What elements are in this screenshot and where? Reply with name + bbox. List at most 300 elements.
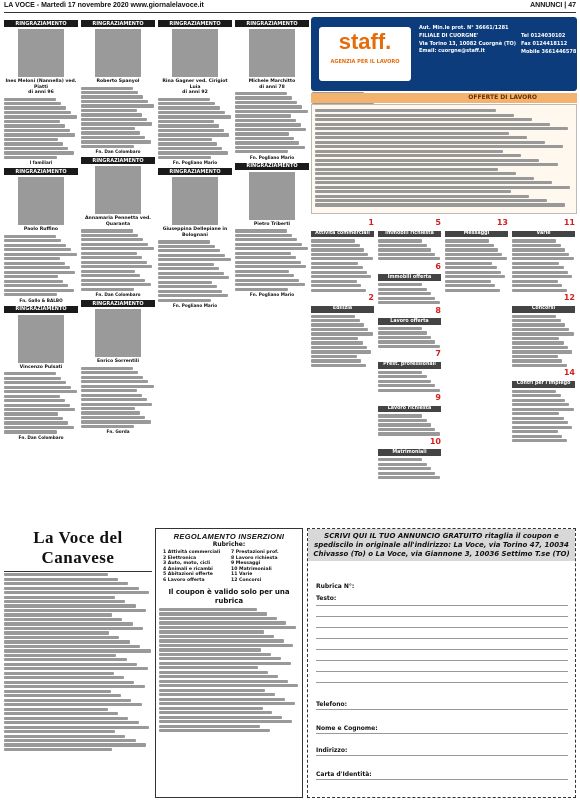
category-text: [445, 239, 508, 292]
rubrica-item: 2 Elettronica: [163, 555, 197, 561]
text-line: [4, 726, 149, 729]
ringraziamento-label: RINGRAZIAMENTO: [4, 306, 78, 313]
text-line: [378, 340, 435, 343]
text-line: [4, 730, 115, 733]
text-line: [158, 245, 215, 248]
offerte-text: [311, 104, 577, 214]
text-line: [512, 364, 567, 367]
text-line: [311, 364, 366, 367]
text-line: [512, 262, 559, 265]
text-line: [81, 243, 148, 246]
text-line: [81, 425, 134, 428]
text-line: [4, 156, 57, 159]
text-line: [235, 265, 306, 268]
text-line: [315, 199, 547, 202]
text-line: [378, 467, 431, 470]
category-number: 5: [435, 218, 441, 227]
category-text: [512, 315, 575, 368]
text-line: [311, 328, 368, 331]
category-label: Matrimoniali: [378, 449, 441, 456]
text-line: [235, 119, 296, 122]
category-label: Prest. professionali: [378, 362, 441, 369]
category-number: 13: [496, 218, 508, 227]
text-line: [378, 432, 440, 435]
text-line: [159, 608, 257, 611]
testo-label: Testo:: [316, 595, 337, 602]
text-line: [158, 111, 225, 114]
notice-body: [81, 87, 155, 148]
rubrica-item: 8 Lavoro richiesta: [231, 555, 278, 561]
text-line: [4, 399, 65, 402]
text-line: [159, 648, 261, 651]
text-line: [81, 416, 145, 419]
ringraziamento-label: RINGRAZIAMENTO: [81, 300, 155, 307]
notice-body: [4, 235, 78, 296]
text-line: [512, 266, 564, 269]
text-line: [512, 275, 572, 278]
portrait-photo: [95, 166, 141, 214]
category-number: 7: [435, 349, 441, 359]
portrait-photo: [18, 315, 64, 363]
text-line: [4, 708, 108, 711]
text-line: [4, 640, 130, 643]
text-line: [512, 355, 558, 358]
text-line: [159, 725, 260, 728]
text-line: [315, 141, 545, 144]
text-line: [378, 414, 422, 417]
text-line: [512, 289, 567, 292]
text-line: [311, 346, 367, 349]
text-line: [378, 428, 435, 431]
text-line: [311, 319, 360, 322]
category-text: [378, 458, 441, 479]
text-line: [445, 248, 498, 251]
ringraziamento-label: RINGRAZIAMENTO: [4, 20, 78, 27]
funeral-home: Fn. Dan Colombaro: [18, 434, 64, 440]
text-line: [445, 239, 489, 242]
text-line: [378, 331, 427, 334]
portrait-photo: [95, 309, 141, 357]
form-line: [316, 649, 568, 650]
text-line: [4, 412, 58, 415]
text-line: [158, 299, 211, 302]
category-label: Edilizia: [311, 306, 374, 313]
classified-column: [512, 218, 575, 520]
category-number: 9: [435, 393, 441, 403]
ringraziamento-label: RINGRAZIAMENTO: [81, 157, 155, 164]
text-line: [512, 253, 569, 256]
page-header: [4, 2, 576, 13]
portrait-photo: [95, 29, 141, 77]
text-line: [158, 115, 231, 118]
indirizzo-label: Indirizzo:: [316, 747, 348, 754]
text-line: [159, 653, 271, 656]
text-line: [81, 122, 152, 125]
text-line: [4, 712, 118, 715]
text-line: [4, 573, 108, 576]
text-line: [4, 248, 71, 251]
text-line: [311, 337, 358, 340]
text-line: [315, 136, 527, 139]
text-line: [159, 684, 298, 687]
text-line: [445, 280, 491, 283]
form-line: [316, 709, 568, 710]
text-line: [81, 376, 143, 379]
form-line: [316, 733, 568, 734]
text-line: [81, 95, 143, 98]
text-line: [4, 271, 75, 274]
deceased-name: Enrico Sorrentili: [96, 359, 140, 365]
text-line: [378, 423, 431, 426]
text-line: [378, 301, 440, 304]
text-line: [158, 124, 219, 127]
text-line: [378, 476, 440, 479]
text-line: [4, 98, 56, 101]
text-line: [311, 315, 355, 318]
text-line: [159, 698, 285, 701]
text-line: [311, 359, 361, 362]
text-line: [4, 377, 61, 380]
coupon-note: Il coupon è valido solo per una rubrica: [168, 588, 290, 605]
text-line: [158, 290, 222, 293]
rubrica-item: 3 Auto, moto, cicli: [163, 561, 211, 567]
text-line: [378, 345, 440, 348]
text-line: [81, 288, 134, 291]
text-line: [512, 323, 565, 326]
text-line: [311, 262, 358, 265]
text-line: [235, 279, 299, 282]
category-label: Immobili offerta: [378, 274, 441, 281]
text-line: [378, 288, 427, 291]
text-line: [4, 430, 57, 433]
regolamento-subtitle: Rubriche:: [212, 541, 246, 548]
category-number: 1: [368, 218, 374, 227]
text-line: [512, 390, 556, 393]
text-line: [4, 618, 122, 621]
text-line: [81, 131, 140, 134]
text-line: [311, 266, 363, 269]
text-line: [235, 270, 289, 273]
deceased-age: di anni 96: [28, 90, 54, 95]
text-line: [4, 386, 71, 389]
text-line: [315, 181, 552, 184]
notice-body: [158, 240, 232, 301]
text-line: [4, 102, 61, 105]
staff-tel: Tel 0124030102: [521, 33, 566, 39]
text-line: [81, 265, 152, 268]
text-line: [235, 128, 306, 131]
form-line: [316, 616, 568, 617]
text-line: [4, 266, 70, 269]
text-line: [81, 229, 133, 232]
text-line: [159, 657, 281, 660]
text-line: [81, 234, 138, 237]
text-line: [4, 262, 65, 265]
notice-body: [4, 372, 78, 433]
text-line: [4, 381, 66, 384]
category-label: Attività commerciali: [311, 231, 374, 238]
text-line: [378, 244, 427, 247]
portrait-photo: [249, 29, 295, 77]
text-line: [378, 380, 431, 383]
text-line: [4, 627, 143, 630]
form-line: [316, 638, 568, 639]
text-line: [311, 280, 357, 283]
notice-body: [81, 367, 155, 428]
text-line: [158, 147, 222, 150]
deceased-age: di anni 78: [259, 84, 285, 90]
form-line: [316, 779, 568, 780]
portrait-photo: [18, 29, 64, 77]
masthead-box: [4, 528, 152, 798]
text-line: [4, 578, 118, 581]
regolamento-box: [155, 528, 303, 798]
category-text: [512, 239, 575, 292]
text-line: [81, 238, 143, 241]
text-line: [315, 177, 534, 180]
text-line: [158, 106, 220, 109]
text-line: [159, 693, 275, 696]
text-line: [158, 133, 229, 136]
category-text: [378, 283, 441, 304]
ringraziamento-label: RINGRAZIAMENTO: [158, 168, 232, 175]
form-line: [316, 671, 568, 672]
text-line: [512, 337, 559, 340]
portrait-photo: [172, 177, 218, 225]
text-line: [4, 649, 151, 652]
text-line: [235, 132, 289, 135]
text-line: [311, 248, 364, 251]
text-line: [315, 203, 565, 206]
text-line: [378, 292, 431, 295]
text-line: [81, 100, 148, 103]
rubrica-item: 12 Concorsi: [231, 577, 262, 583]
category-label: Immobili richiesta: [378, 231, 441, 238]
text-line: [445, 257, 507, 260]
text-line: [159, 635, 274, 638]
text-line: [315, 118, 532, 121]
text-line: [159, 639, 284, 642]
text-line: [315, 132, 509, 135]
text-line: [311, 253, 368, 256]
text-line: [4, 289, 74, 292]
text-line: [512, 435, 562, 438]
text-line: [512, 426, 572, 429]
text-line: [4, 257, 60, 260]
text-line: [159, 630, 264, 633]
text-line: [315, 109, 496, 112]
telefono-label: Telefono:: [316, 701, 348, 708]
form-line: [316, 627, 568, 628]
text-line: [315, 159, 539, 162]
text-line: [4, 622, 133, 625]
text-line: [235, 238, 297, 241]
text-line: [315, 163, 558, 166]
text-line: [4, 244, 66, 247]
deceased-name: Rina Gagner ved. Cirigiot Luia: [162, 79, 228, 90]
text-line: [159, 680, 288, 683]
text-line: [512, 430, 558, 433]
ringraziamento-label: RINGRAZIAMENTO: [4, 168, 78, 175]
form-line: [316, 605, 568, 606]
notice-body: [235, 92, 309, 153]
deceased-name: Annamaria Pennetta ved. Quaranta: [85, 216, 151, 227]
text-line: [4, 685, 145, 688]
category-text: [378, 414, 441, 435]
text-line: [4, 636, 119, 639]
header-left: LA VOCE - Martedì 17 novembre 2020 www.giornalelavoce.it: [4, 2, 204, 9]
text-line: [81, 127, 135, 130]
classified-column: [378, 218, 441, 520]
text-line: [378, 419, 427, 422]
text-line: [4, 739, 136, 742]
text-line: [4, 408, 75, 411]
portrait-photo: [18, 177, 64, 225]
carta-label: Carta d'Identità:: [316, 771, 372, 778]
funeral-home: Fn. Gorda: [106, 429, 130, 435]
text-line: [4, 748, 112, 751]
category-number: 11: [563, 218, 575, 227]
staff-contacts: [521, 33, 576, 56]
text-line: [512, 421, 568, 424]
necro-column: [158, 17, 232, 522]
text-line: [512, 359, 562, 362]
text-line: [4, 667, 148, 670]
text-line: [159, 716, 282, 719]
text-line: [311, 239, 355, 242]
category-number: 6: [435, 261, 441, 271]
text-line: [445, 266, 497, 269]
text-line: [512, 257, 574, 260]
text-line: [315, 150, 503, 153]
category-label: Lavoro offerta: [378, 318, 441, 325]
text-line: [512, 332, 574, 335]
text-line: [378, 458, 422, 461]
text-line: [158, 285, 217, 288]
category-text: [512, 390, 575, 443]
text-line: [512, 394, 561, 397]
text-line: [378, 389, 440, 392]
text-line: [4, 426, 74, 429]
rubrica-item: 10 Matrimoniali: [231, 566, 272, 572]
text-line: [81, 367, 133, 370]
text-line: [159, 617, 277, 620]
text-line: [81, 261, 147, 264]
text-line: [4, 721, 139, 724]
header-right: ANNUNCI | 47: [530, 2, 576, 9]
text-line: [378, 463, 427, 466]
text-line: [445, 284, 495, 287]
text-line: [235, 234, 292, 237]
funeral-home: I familiari: [29, 160, 53, 166]
text-line: [311, 284, 361, 287]
rubrica-label: Rubrica N°:: [316, 583, 355, 590]
text-line: [311, 355, 357, 358]
text-line: [4, 699, 131, 702]
category-text: [311, 315, 374, 368]
text-line: [378, 384, 435, 387]
text-line: [512, 239, 556, 242]
text-line: [235, 96, 292, 99]
text-line: [235, 288, 288, 291]
deceased-name: Roberto Spanyol: [96, 79, 140, 84]
text-line: [158, 281, 212, 284]
text-line: [158, 276, 229, 279]
text-line: [81, 283, 151, 286]
staff-line2: FILIALE DI CUORGNE': [419, 32, 479, 39]
coupon-form: [307, 528, 576, 798]
text-line: [4, 658, 127, 661]
text-line: [4, 404, 70, 407]
staff-tagline: AGENZIA PER IL LAVORO: [330, 59, 400, 65]
funeral-home: Fn. Dan Colombaro: [95, 292, 141, 298]
text-line: [4, 151, 74, 154]
text-line: [81, 394, 142, 397]
text-line: [512, 439, 567, 442]
text-line: [235, 247, 308, 250]
text-line: [445, 244, 494, 247]
text-line: [81, 252, 137, 255]
funeral-home: Fn. Pogliano Mario: [172, 160, 218, 166]
text-line: [315, 154, 521, 157]
text-line: [159, 711, 272, 714]
text-line: [311, 350, 371, 353]
notice-body: [4, 98, 78, 159]
text-line: [4, 372, 56, 375]
text-line: [159, 707, 263, 710]
text-line: [235, 92, 287, 95]
text-line: [81, 371, 138, 374]
text-line: [445, 289, 500, 292]
category-text: [311, 239, 374, 292]
deceased-name: Paolo Ruffino: [23, 227, 59, 233]
category-number: 12: [563, 293, 575, 303]
text-line: [378, 253, 435, 256]
text-line: [81, 87, 133, 90]
text-line: [235, 137, 294, 140]
text-line: [4, 672, 114, 675]
text-line: [512, 341, 564, 344]
text-line: [512, 319, 561, 322]
text-line: [158, 142, 217, 145]
form-line: [316, 682, 568, 683]
category-text: [378, 239, 441, 260]
text-line: [4, 676, 124, 679]
staff-line4: Email: cuorgne@staff.it: [419, 48, 485, 55]
staff-ad: [311, 17, 577, 91]
funeral-home: Fn. Gallo & BALBO: [19, 297, 63, 303]
category-label: Varie: [512, 231, 575, 238]
text-line: [4, 120, 60, 123]
text-line: [4, 111, 71, 114]
text-line: [4, 694, 121, 697]
text-line: [81, 104, 154, 107]
text-line: [159, 662, 291, 665]
category-number: 8: [435, 305, 441, 315]
text-line: [512, 244, 561, 247]
text-line: [4, 138, 58, 141]
text-line: [159, 666, 258, 669]
ringraziamento-label: RINGRAZIAMENTO: [81, 20, 155, 27]
text-line: [378, 375, 427, 378]
text-line: [81, 420, 151, 423]
text-line: [4, 293, 57, 296]
text-line: [4, 609, 146, 612]
regolamento-title: REGOLAMENTO INSERZIONI: [173, 532, 285, 541]
classified-column: [445, 218, 508, 520]
text-line: [445, 262, 492, 265]
text-line: [378, 257, 440, 260]
